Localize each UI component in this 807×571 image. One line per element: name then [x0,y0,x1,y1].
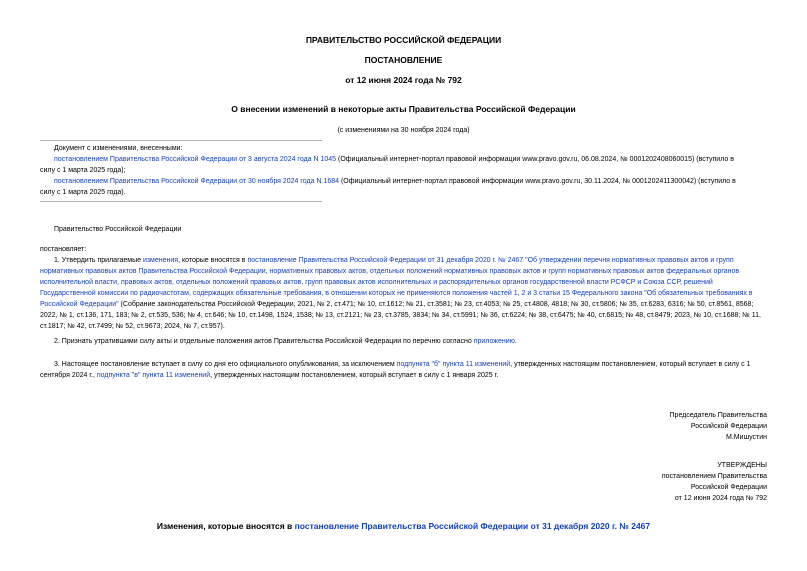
amendment-item-1-cont: силу с 1 марта 2025 года); [40,167,126,174]
resolves-label: постановляет: [40,246,87,253]
amendment-item-2-cont: силу с 1 марта 2025 года). [40,189,126,196]
divider-bottom [40,201,322,202]
p2-text-2: . [514,338,517,345]
government-label: Правительство Российской Федерации [54,226,182,233]
p1-text-1: 1. Утвердить прилагаемые [54,257,143,264]
p1-text-2: , которые вносятся в [178,257,248,264]
p3-text-1: 3. Настоящее постановление вступает в силу со дня его официального опубликования, за исключением [54,361,397,368]
paragraph-1 [40,255,768,332]
changes-heading [0,521,807,532]
changes-heading-text: Изменения, которые вносятся в [156,521,295,531]
p1-text-3: (Собрание законодательства Российской Федерации, 2021, № 2, ст.471; № 10, ст.1612; № 21, ст.3581; № 23, ст.4053; № 25, ст.4808, 4818; № 30, ст.5806; № 35, ст.6283, 6316; № 50, ст.8561, 8568; 2022, № 1, ст.136, 171, 183; № 2, ст.535, 536; № 4, ст.646; № 10, ст.1498, 1524, 1538; № 13, ст.2121; № 23, ст.3785, 3834; № 34, ст.5991; № 36, ст.6224; № 38, ст.6475; № 40, ст.6815; № 48, ст.8479; 2023, № 10, ст.1688; № 11, ст.1817; № 42, ст.7499; № 52, ст.9673; 2024, № 7, ст.957). [40,301,761,330]
p3-text-2: , утвержденных настоящим постановлением, который вступает в силу с 1 сентября 2024 г., [40,361,751,379]
amendment-text-1: (Официальный интернет-портал правовой информации www.pravo.gov.ru, 06.08.2024, № 0001202408060015) (вступило в [336,156,734,163]
p3-text-3: , утвержденных настоящим постановлением, который вступает в силу с 1 января 2025 г. [210,372,499,379]
signature-line-2: Российской Федерации [690,423,767,430]
p2-link-appendix[interactable]: приложению [473,338,515,345]
amendment-item-1 [40,154,768,165]
doc-type-heading: ПОСТАНОВЛЕНИЕ [364,55,443,65]
signature-line-3: М.Мишустин [725,434,767,441]
government-heading: ПРАВИТЕЛЬСТВО РОССИЙСКОЙ ФЕДЕРАЦИИ [305,35,502,45]
revision-note: (с изменениями на 30 ноября 2024 года) [337,127,470,134]
date-number-heading: от 12 июня 2024 года № 792 [345,75,462,85]
amendment-item-2 [40,176,768,187]
amendment-link-2[interactable]: постановлением Правительства Российской Федерации от 30 ноября 2024 года N 1684 [54,178,340,185]
document-title: О внесении изменений в некоторые акты Правительства Российской Федерации [231,104,576,114]
approved-line-1: УТВЕРЖДЕНЫ [717,462,767,469]
amendment-text-2: (Официальный интернет-портал правовой информации www.pravo.gov.ru, 30.11.2024, № 0001202411300042) (вступило в [339,178,736,185]
approved-line-3: Российской Федерации [690,484,767,491]
signature-line-1: Председатель Правительства [669,412,767,419]
approved-line-4: от 12 июня 2024 года № 792 [674,495,767,502]
amendment-link-1[interactable]: постановлением Правительства Российской Федерации от 3 августа 2024 года N 1045 [54,156,337,163]
amendments-intro: Документ с изменениями, внесенными: [54,145,183,152]
divider-top [40,140,322,141]
p1-link-changes[interactable]: изменения [142,257,179,264]
p3-link-subpoint-b[interactable]: подпункта "б" пункта 11 изменений [396,361,511,368]
p1-link-resolution-2467[interactable]: постановление Правительства Российской Федерации от 31 декабря 2020 г. № 2467 "Об утверждении перечня нормативных правовых актов и групп нормативных правовых актов Правительства Российской Федерации, нормативных правовых актов, отдельных положений нормативных правовых актов и групп нормативных правовых актов федеральных органов исполнительной власти, правовых актов, отдельных положений правовых актов, групп правовых актов исполнительных и распорядительных органов государственной власти РСФСР и Союза ССР, решений Государственной комиссии по радиочастотам, содержащих обязательные требования, в отношении которых не применяются положения частей 1, 2 и 3 статьи 15 Федерального закона "Об обязательных требованиях в Российской Федерации" [40,257,753,308]
approved-line-2: постановлением Правительства [661,473,767,480]
paragraph-2 [40,336,768,347]
amendments-block [40,143,768,198]
approved-block [662,460,767,504]
changes-heading-link[interactable]: постановление Правительства Российской Федерации от 31 декабря 2020 г. № 2467 [294,521,651,531]
p3-link-subpoint-v[interactable]: подпункта "в" пункта 11 изменений [96,372,211,379]
paragraph-3 [40,359,768,381]
signature-block [670,410,767,443]
p2-text-1: 2. Признать утратившими силу акты и отдельные положения актов Правительства Российской Федерации по перечню согласно [54,338,474,345]
